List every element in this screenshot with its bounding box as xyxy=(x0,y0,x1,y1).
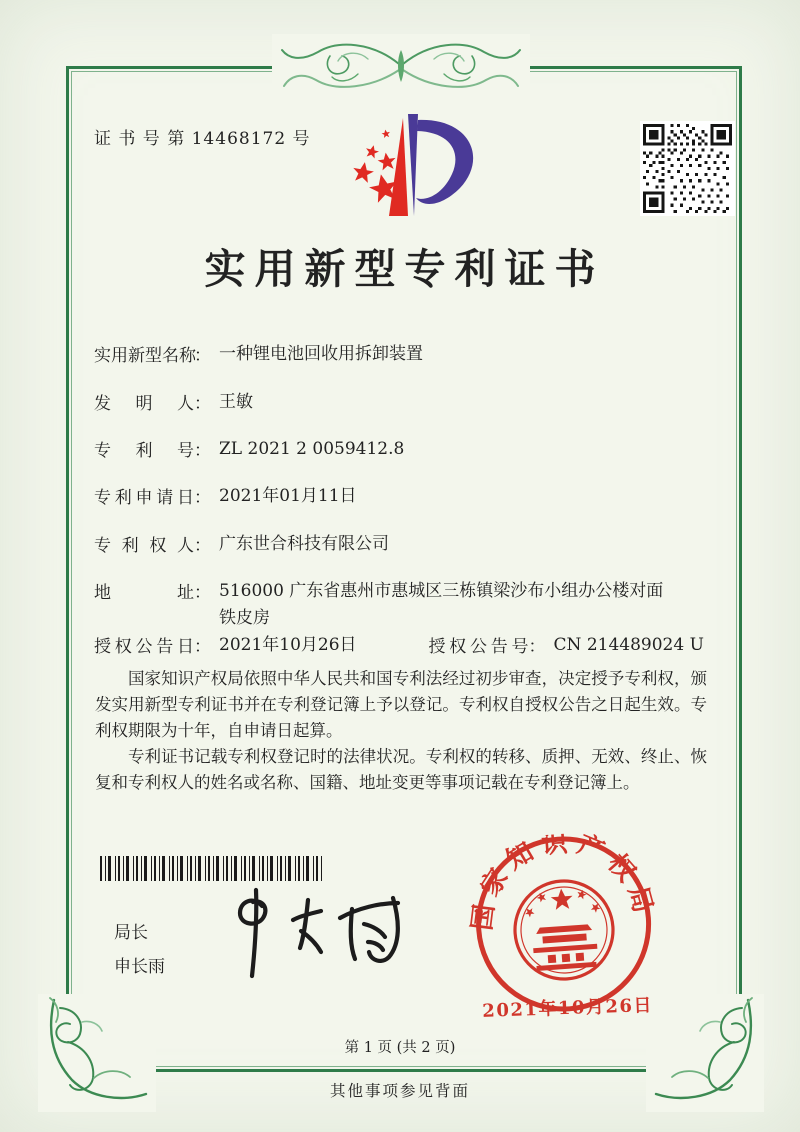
qr-code xyxy=(640,121,735,216)
certificate-number: 证 书 号 第 14468172 号 xyxy=(94,129,311,149)
field-row-filing-date: 专利申请日 ： 2021年01月11日 xyxy=(94,483,357,510)
field-row-patentee: 专利权人 ： 广东世合科技有限公司 xyxy=(94,531,389,558)
field-value: 广东世合科技有限公司 xyxy=(219,534,389,554)
seal-date: 2021年10月26日 xyxy=(482,994,654,1022)
back-side-note: 其他事项参见背面 xyxy=(329,1082,470,1100)
director-block xyxy=(114,916,165,984)
page-number: 第 1 页 (共 2 页) xyxy=(344,1040,456,1056)
field-row-name: 实用新型名称 ： 一种锂电池回收用拆卸装置 xyxy=(94,341,423,368)
field-value: 516000 广东省惠州市惠城区三栋镇梁沙布小组办公楼对面铁皮房 xyxy=(219,581,664,628)
seal-ring-text: 国家知识产权局 xyxy=(467,827,660,933)
field-row-grant: 授权公告日 ： 2021年10月26日 授权公告号 ： CN 214489024 U xyxy=(94,632,704,659)
field-label: 发明人 xyxy=(94,394,194,414)
field-value: 2021年01月11日 xyxy=(219,486,357,506)
field-value: 王敏 xyxy=(219,392,253,412)
field-label: 地址 xyxy=(94,583,194,603)
field-label: 授权公告日 xyxy=(94,637,194,657)
field-row-inventor: 发明人 ： 王敏 xyxy=(94,389,253,416)
certificate-title: 实用新型专利证书 xyxy=(204,245,605,293)
barcode xyxy=(100,856,322,881)
legal-paragraph-1: 国家知识产权局依照中华人民共和国专利法经过初步审查，决定授予专利权，颁发实用新型专利证书并在专利登记簿上予以登记。专利权自授权公告之日起生效。专利权期限为十年，自申请日起算。 xyxy=(95,669,707,740)
director-name: 申长雨 xyxy=(114,957,165,977)
legal-text xyxy=(95,666,707,796)
legal-paragraph-2: 专利证书记载专利权登记时的法律状况。专利权的转移、质押、无效、终止、恢复和专利权人的姓名或名称、国籍、地址变更等事项记载在专利登记簿上。 xyxy=(95,747,707,792)
field-value: 一种锂电池回收用拆卸装置 xyxy=(219,344,423,364)
field-label: 授权公告号 xyxy=(428,637,529,657)
field-label: 专利权人 xyxy=(94,536,194,556)
field-row-address: 地址 ： 516000 广东省惠州市惠城区三栋镇梁沙布小组办公楼对面铁皮房 xyxy=(94,578,677,632)
grant-date-value: 2021年10月26日 xyxy=(219,635,357,655)
top-flourish-ornament xyxy=(272,34,530,98)
field-value: ZL 2021 2 0059412.8 xyxy=(219,439,405,459)
field-label: 实用新型名称 xyxy=(94,346,196,366)
cnipa-logo-icon xyxy=(332,110,480,222)
official-seal xyxy=(456,827,673,1033)
field-label: 专利申请日 xyxy=(94,488,194,508)
grant-number-value: CN 214489024 U xyxy=(553,635,704,655)
field-row-patent-number: 专利号 ： ZL 2021 2 0059412.8 xyxy=(94,436,404,463)
director-signature xyxy=(222,886,427,986)
field-label: 专利号 xyxy=(94,441,194,461)
director-title: 局长 xyxy=(114,923,148,943)
